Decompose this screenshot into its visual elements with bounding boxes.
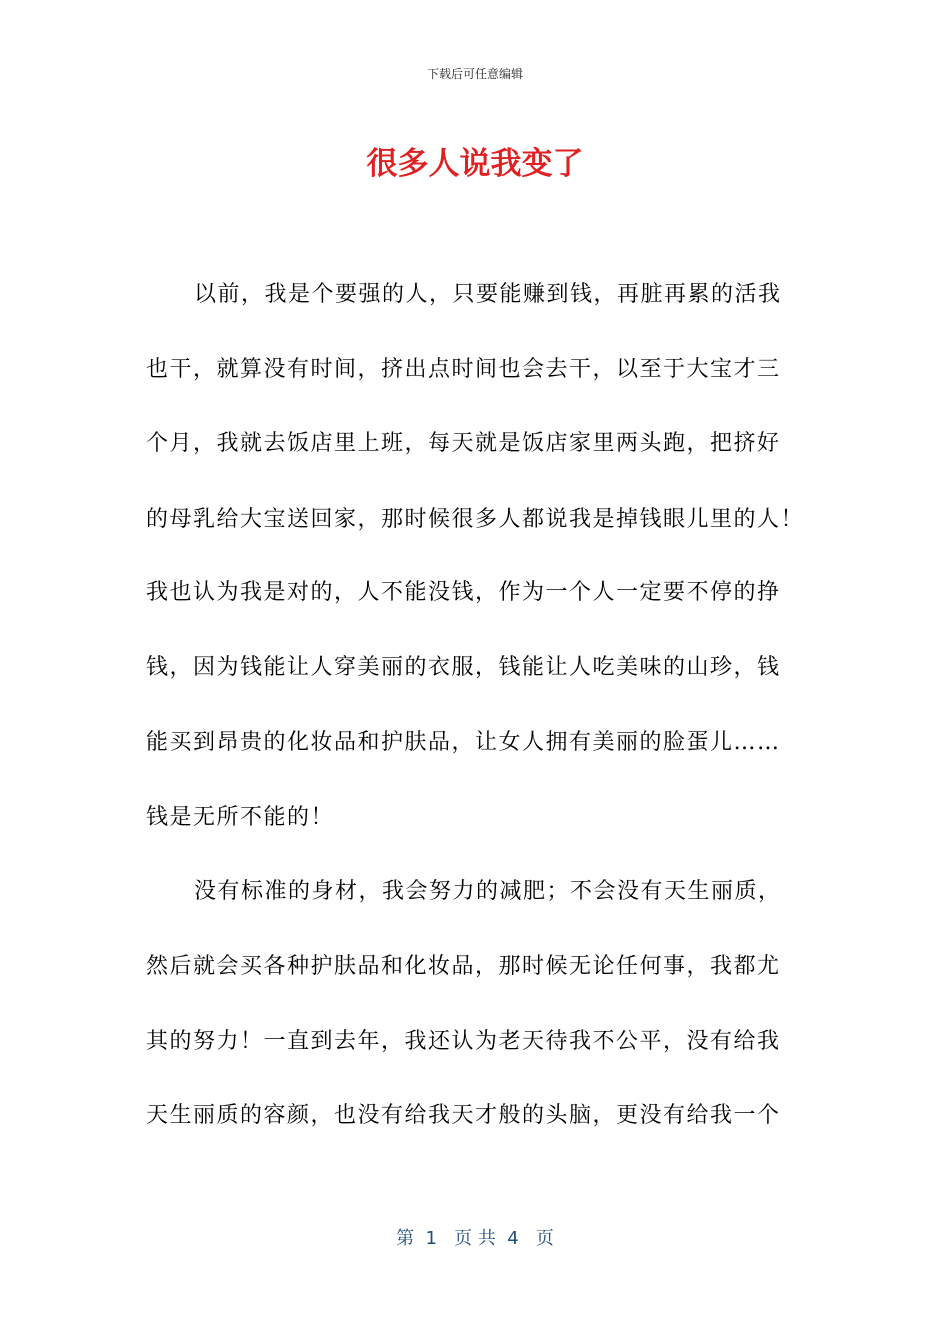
paragraph-line: 的母乳给大宝送回家，那时候很多人都说我是掉钱眼儿里的人！ bbox=[146, 507, 805, 532]
paragraph-line: 天生丽质的容颜，也没有给我天才般的头脑，更没有给我一个 bbox=[146, 1103, 781, 1128]
document-title: 很多人说我变了 bbox=[366, 146, 584, 182]
header-note: 下载后可任意编辑 bbox=[426, 67, 523, 81]
paragraph-line: 然后就会买各种护肤品和化妆品，那时候无论任何事，我都尤 bbox=[146, 954, 781, 979]
paragraph-line: 能买到昂贵的化妆品和护肤品，让女人拥有美丽的脸蛋儿…… bbox=[146, 730, 781, 755]
page-footer: 第 1 页 共 4 页 bbox=[396, 1228, 554, 1249]
paragraph-line: 以前，我是个要强的人，只要能赚到钱，再脏再累的活我 bbox=[194, 282, 782, 307]
paragraph-line: 我也认为我是对的，人不能没钱，作为一个人一定要不停的挣 bbox=[146, 580, 781, 605]
paragraph-line: 钱，因为钱能让人穿美丽的衣服，钱能让人吃美味的山珍，钱 bbox=[146, 655, 781, 680]
paragraph-line: 其的努力！一直到去年，我还认为老天待我不公平，没有给我 bbox=[146, 1029, 781, 1054]
paragraph-line: 个月，我就去饭店里上班，每天就是饭店家里两头跑，把挤好 bbox=[146, 431, 781, 456]
paragraph-line: 钱是无所不能的！ bbox=[146, 805, 335, 830]
paragraph-line: 也干，就算没有时间，挤出点时间也会去干，以至于大宝才三 bbox=[146, 357, 781, 382]
paragraph-line: 没有标准的身材，我会努力的减肥；不会没有天生丽质， bbox=[194, 879, 782, 904]
